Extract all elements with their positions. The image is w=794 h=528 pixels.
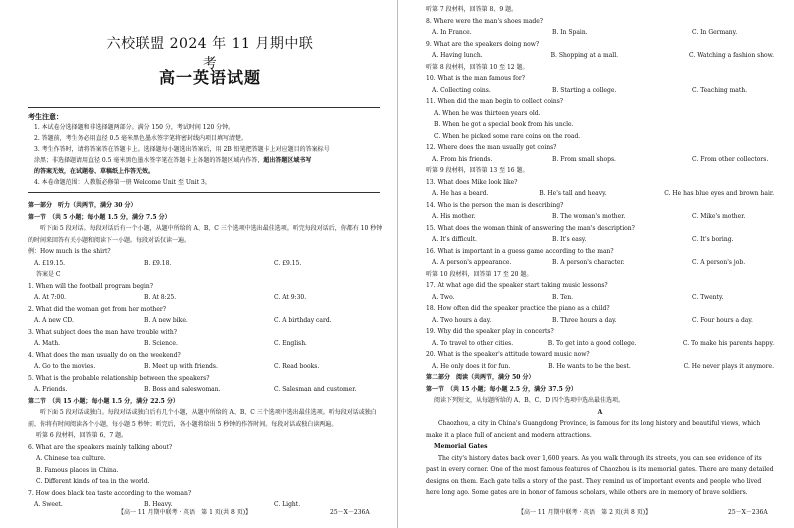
part2-sec1-title: 第一节 （共 15 小题；每小题 2.5 分，满分 37.5 分）	[426, 385, 577, 393]
listen-7: 听第 7 段材料，回答第 8、9 题。	[426, 6, 518, 13]
question-3: 3. What subject does the man have trouble with?	[28, 328, 178, 336]
question-2: 2. What did the woman get from her mother?	[28, 305, 166, 313]
question-4-options: A. Go to the movies. B. Meet up with friends. C. Read books.	[34, 363, 320, 370]
question-8: 8. Where were the man's shoes made?	[426, 17, 544, 25]
listen-10: 听第 10 段材料，回答第 17 至 20 题。	[426, 270, 533, 278]
question-19: 19. Why did the speaker play in concerts?	[426, 328, 554, 335]
left-content	[28, 200, 384, 511]
question-3-options: A. Math. B. Science. C. English.	[34, 340, 307, 347]
question-6-option-a: A. Chinese tea culture.	[36, 455, 106, 462]
notice-bold-b: 的答案无效，在试题卷、草稿纸上作答无效。	[34, 168, 155, 175]
example-answer: 答案是 C	[36, 271, 61, 278]
exam-title: 六校联盟 2024 年 11 月期中联考	[106, 36, 314, 72]
question-6-option-c: C. Different kinds of tea in the world.	[36, 478, 150, 485]
question-2-options: A. A new CD. B. A new bike. C. A birthday card.	[34, 317, 332, 324]
left-footer-code: 25－X－236A	[330, 509, 370, 516]
question-20: 20. What is the speaker's attitude toward music now?	[426, 351, 590, 358]
notice-bold-a: 超出答题区域书写	[263, 157, 312, 164]
right-footer-code: 25－X－236A	[728, 509, 768, 516]
example-question: 例：How much is the shirt?	[28, 248, 111, 255]
part2-title: 第二部分 阅读（共两节，满分 50 分）	[426, 374, 535, 381]
left-footer: 【高一 11 月期中联考 · 英语 第 1 页(共 8 页)】	[118, 509, 252, 516]
question-4: 4. What does the man usually do on the weekend?	[28, 351, 181, 359]
question-7-options: A. Sweet. B. Heavy. C. Light.	[34, 501, 301, 508]
right-footer: 【高一 11 月期中联考 · 英语 第 2 页(共 8 页)】	[518, 509, 652, 516]
notice-item-4: 4. 本卷命题范围：人教版必修第一册 Welcome Unit 至 Unit 3。	[34, 179, 211, 186]
question-16-options: A. A person's appearance. B. A person's character. C. A person's job.	[432, 259, 746, 266]
question-13: 13. What does Mike look like?	[426, 178, 518, 186]
question-1-options: A. At 7:00. B. At 8:25. C. At 9:30.	[34, 294, 307, 301]
memorial-gates-heading: Memorial Gates	[434, 443, 488, 450]
sec2-title: 第二节 （共 15 小题；每小题 1.5 分，满分 22.5 分）	[28, 397, 179, 405]
notice-item-3-cont: 涂黑；非选择题请用直径 0.5 毫米黑色墨水签字笔在答题卡上各题的答题区域内作答，超出答题区域书写	[34, 157, 312, 164]
question-1: 1. When will the football program begin?	[28, 282, 153, 290]
right-page	[397, 0, 794, 528]
question-10-options: A. Collecting coins. B. Starting a college. C. Teaching math.	[432, 86, 748, 94]
question-8-options: A. In France. B. In Spain. C. In Germany.	[432, 29, 738, 36]
listen-9: 听第 9 段材料，回答第 13 至 16 题。	[426, 167, 529, 174]
question-15-options: A. It's difficult. B. It's easy. C. It's boring.	[432, 236, 734, 243]
notice-item-3-end	[28, 166, 380, 177]
question-14: 14. Who is the person the man is describing?	[426, 201, 564, 209]
notice-box	[28, 107, 380, 193]
sec1-title: 第一节 （共 5 小题；每小题 1.5 分，满分 7.5 分）	[28, 213, 171, 221]
question-13-options: A. He has a beard. B. He's tall and heavy. C. He has blue eyes and brown hair.	[432, 190, 774, 197]
part1-title: 第一部分 听力（共两节，满分 30 分）	[28, 202, 137, 209]
question-14-options: A. His mother. B. The woman's mother. C. Mike's mother.	[432, 213, 746, 220]
question-12-options: A. From his friends. B. From small shops. C. From other collectors.	[432, 155, 769, 163]
example-options: A. £19.15. B. £9.18. C. £9.15.	[34, 259, 302, 267]
notice-item-2: 2. 答题前，考生务必用直径 0.5 毫米黑色墨水签字笔将密封线内项目填写清楚。	[34, 135, 247, 142]
listen-8: 听第 8 段材料，回答第 10 至 12 题。	[426, 63, 529, 71]
notice-item-3: 3. 考生作答时，请将答案答在答题卡上。选择题每小题选出答案后，用 2B 铅笔把答题卡上对应题目的答案标号	[34, 146, 330, 153]
question-11: 11. When did the man begin to collect coins?	[426, 98, 564, 105]
notice-item-1: 1. 本试卷分选择题和非选择题两部分。满分 150 分，考试时间 120 分钟。	[34, 124, 235, 131]
question-11-option-a: A. When he was thirteen years old.	[434, 109, 541, 117]
question-5: 5. What is the probable relationship between the speakers?	[28, 374, 210, 382]
notice-title: 考生注意：	[28, 112, 63, 121]
question-18-options: A. Two hours a day. B. Three hours a day. C. Four hours a day.	[432, 316, 753, 324]
question-15: 15. What does the woman think of answering the man's description?	[426, 224, 635, 232]
sec2-intro: 听下面 5 段对话或独白。每段对话或独白后有几个小题，从题中所给的 A、B、C 三个选项中选出最佳选项。听每段对话或独白前，你将有时间阅读各个小题，每小题 5 秒钟；听完后，各小题将给出 5 秒钟的作答时间。每段对话或独白读两遍。	[28, 409, 377, 428]
sec1-intro: 听下面 5 段对话。每段对话后有一个小题，从题中所给的 A、B、C 三个选项中选出最佳选项。听完每段对话后，你都有 10 秒钟的时间来回答有关小题和阅读下一小题。每段对话仅读一遍。	[28, 225, 383, 244]
passage-paragraph-2: The city's history dates back over 1,600 years. As you walk through its streets, you can see evidence of its past in every corner. One of the most famous features of Chaozhou is its memorial gates. There are many detailed designs on them. Each gate tells a story of the past. They remind us of important events and people who lived here long ago. Some gates are in honor of famous scholars, while others are in memory of brave soldiers.	[426, 454, 774, 496]
right-content	[426, 4, 774, 499]
passage-letter: A	[597, 408, 603, 416]
part2-intro: 阅读下列短文，从每题所给的 A、B、C、D 四个选项中选出最佳选项。	[434, 397, 624, 404]
exam-subtitle: 高一英语试题	[158, 68, 261, 87]
passage-paragraph-1: Chaozhou, a city in China's Guangdong Province, is famous for its long history and beautiful views, which make it a place full of ancient and modern attractions.	[426, 420, 761, 439]
question-5-options: A. Friends. B. Boss and saleswoman. C. Salesman and customer.	[34, 386, 357, 393]
question-17: 17. At what age did the speaker start taking music lessons?	[426, 282, 608, 289]
question-7: 7. How does black tea taste according to the woman?	[28, 489, 192, 497]
question-17-options: A. Two. B. Ten. C. Twenty.	[432, 293, 724, 301]
question-18: 18. How often did the speaker practice the piano as a child?	[426, 305, 610, 312]
question-20-options: A. He only does it for fun. B. He wants to be the best. C. He never plays it anymore.	[432, 362, 774, 370]
question-11-option-b: B. When he got a special book from his uncle.	[434, 121, 574, 128]
question-12: 12. Where does the man usually get coins?	[426, 144, 557, 151]
sec2-listen-6: 听第 6 段材料，回答第 6、7 题。	[36, 432, 128, 439]
question-19-options: A. To travel to other cities. B. To get into a good college. C. To make his parents happy.	[432, 339, 774, 347]
question-6: 6. What are the speakers mainly talking about?	[28, 443, 173, 451]
question-9-options: A. Having lunch. B. Shopping at a mall. C. Watching a fashion show.	[432, 52, 774, 59]
question-6-option-b: B. Famous places in China.	[36, 466, 119, 474]
question-11-option-c: C. When he picked some rare coins on the road.	[434, 132, 581, 140]
question-10: 10. What is the man famous for?	[426, 75, 525, 82]
question-9: 9. What are the speakers doing now?	[426, 40, 540, 48]
question-16: 16. What is important in a guess game according to the man?	[426, 247, 614, 255]
